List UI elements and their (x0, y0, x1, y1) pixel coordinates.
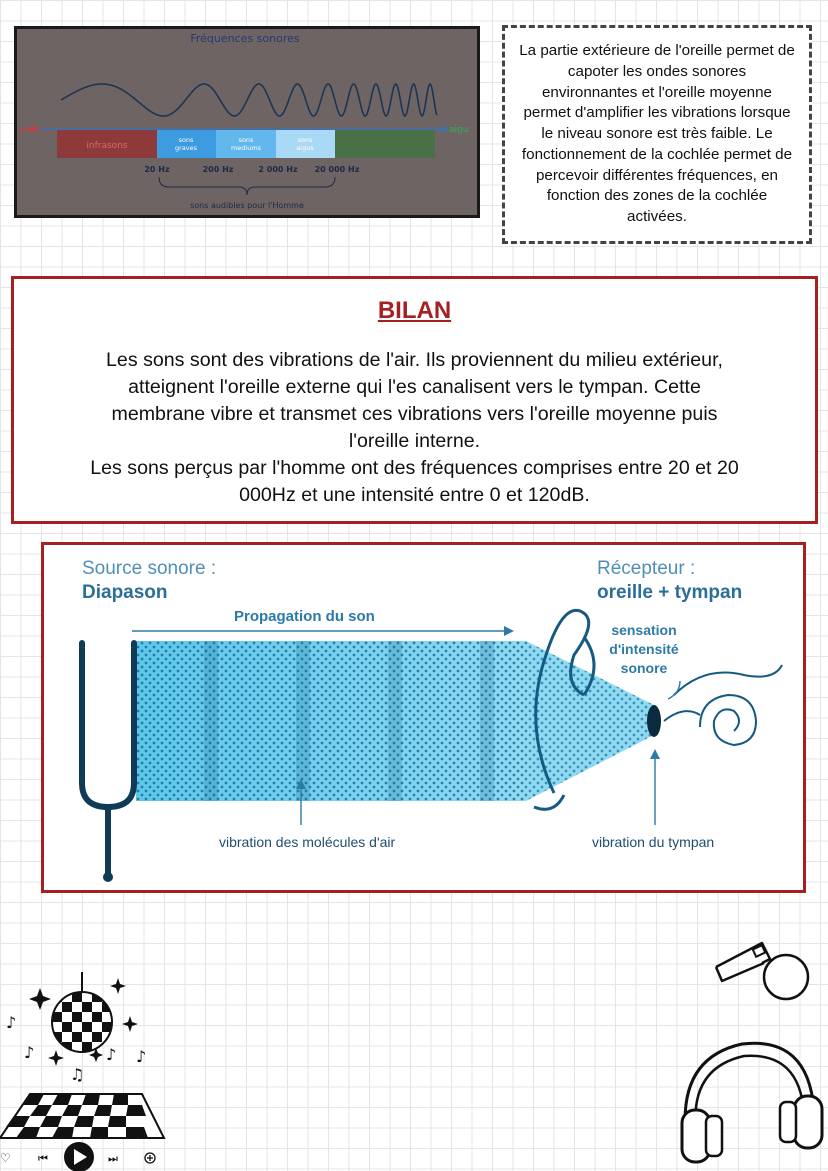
diagram-svg (44, 545, 803, 890)
band-label-graves: sons graves (174, 136, 198, 152)
tympan-arrowhead (650, 749, 660, 759)
nerve-icon (674, 665, 782, 695)
ossicles-icon (664, 711, 700, 721)
spectrum-title: Fréquences sonores (190, 32, 300, 45)
music-note-icon: ♪ (106, 1045, 117, 1064)
sparkle-icon (110, 978, 126, 994)
molecules-caption: vibration des molécules d'air (219, 834, 396, 850)
aigu-label: aigu (449, 125, 469, 135)
sensation-line-3: sonore (620, 660, 668, 676)
tick-20hz: 20 Hz (144, 165, 170, 174)
frequency-spectrum-image (14, 26, 480, 218)
bilan-line: Les sons sont des vibrations de l'air. Ils proviennent du milieu extérieur, (106, 349, 723, 371)
music-note-icon: ♪ (6, 1013, 17, 1032)
chirp-wave (61, 84, 437, 116)
audible-label: sons audibles pour l'Homme (190, 201, 304, 210)
axis-arrow-right (441, 125, 449, 133)
music-note-icon: ♫ (70, 1065, 85, 1084)
sensation-line-1: sensation (611, 622, 677, 638)
tympan-caption: vibration du tympan (592, 834, 715, 850)
source-name: Diapason (82, 582, 168, 603)
bilan-line: l'oreille interne. (348, 430, 481, 452)
eardrum (647, 705, 661, 737)
compression-band (480, 641, 494, 801)
bilan-box (11, 276, 818, 524)
air-molecules (136, 641, 526, 801)
source-label: Source sonore : (82, 558, 217, 579)
sensation-pointer (668, 681, 680, 699)
sensation-line-2: d'intensité (609, 641, 679, 657)
bilan-line: 000Hz et une intensité entre 0 et 120dB. (239, 484, 590, 506)
bilan-line: atteignent l'oreille externe qui l'es canalisent vers le tympan. Cette (128, 376, 701, 398)
band-label-aigus: sons aigus (296, 136, 314, 152)
bilan-text (30, 347, 799, 509)
tick-20000hz: 20 000 Hz (314, 165, 360, 174)
band-ultrasons (335, 130, 435, 158)
band-label-mediums: sons mediums (230, 136, 262, 152)
propagation-label: Propagation du son (234, 608, 375, 625)
tick-200hz: 200 Hz (202, 165, 234, 174)
tuning-fork-base (103, 872, 113, 882)
previous-icon[interactable]: ⏮ (38, 1152, 48, 1165)
bilan-line: membrane vibre et transmet ces vibrations vers l'oreille moyenne puis (111, 403, 718, 425)
bilan-title: BILAN (377, 297, 452, 324)
tuning-fork-icon (82, 643, 134, 875)
compression-band (204, 641, 218, 801)
note-text: La partie extérieure de l'oreille permet de capoter les ondes sonores environnantes et l'oreille moyenne permet d'amplifier les vibrations lorsque le niveau sonore est très faible. Le fonctionnement de la cochlée permet de percevoir différentes fréquences, en fonction des zones de la cochlée activées. (519, 41, 795, 226)
cochlea-icon (700, 695, 756, 745)
sparkle-icon (48, 1050, 64, 1066)
music-note-icon: ♪ (136, 1047, 147, 1066)
disco-decoration (0, 972, 170, 1171)
note-box (502, 25, 812, 244)
receiver-label: Récepteur : (597, 558, 696, 579)
sparkle-icon (29, 988, 51, 1010)
bilan-line: Les sons perçus par l'homme ont des fréquences comprises entre 20 et 20 (90, 457, 739, 479)
sound-propagation-diagram (41, 542, 806, 893)
band-label-infrasons: infrasons (86, 141, 128, 151)
spectrum-svg (17, 29, 477, 215)
audible-brace (159, 177, 335, 195)
headphones-icon (672, 1018, 828, 1171)
dance-floor-icon (0, 1094, 164, 1138)
sparkle-icon (122, 1016, 138, 1032)
compression-band (296, 641, 310, 801)
heart-icon[interactable]: ♡ (0, 1151, 11, 1165)
compression-band (388, 641, 402, 801)
music-note-icon: ♪ (24, 1043, 35, 1062)
tick-2000hz: 2 000 Hz (258, 165, 298, 174)
propagation-arrowhead (504, 626, 514, 636)
disco-ball-icon (50, 990, 114, 1054)
whistle-icon (712, 937, 816, 1005)
next-icon[interactable]: ⏭ (108, 1152, 118, 1165)
receiver-name: oreille + tympan (597, 582, 743, 603)
grave-label: grave (19, 125, 42, 134)
